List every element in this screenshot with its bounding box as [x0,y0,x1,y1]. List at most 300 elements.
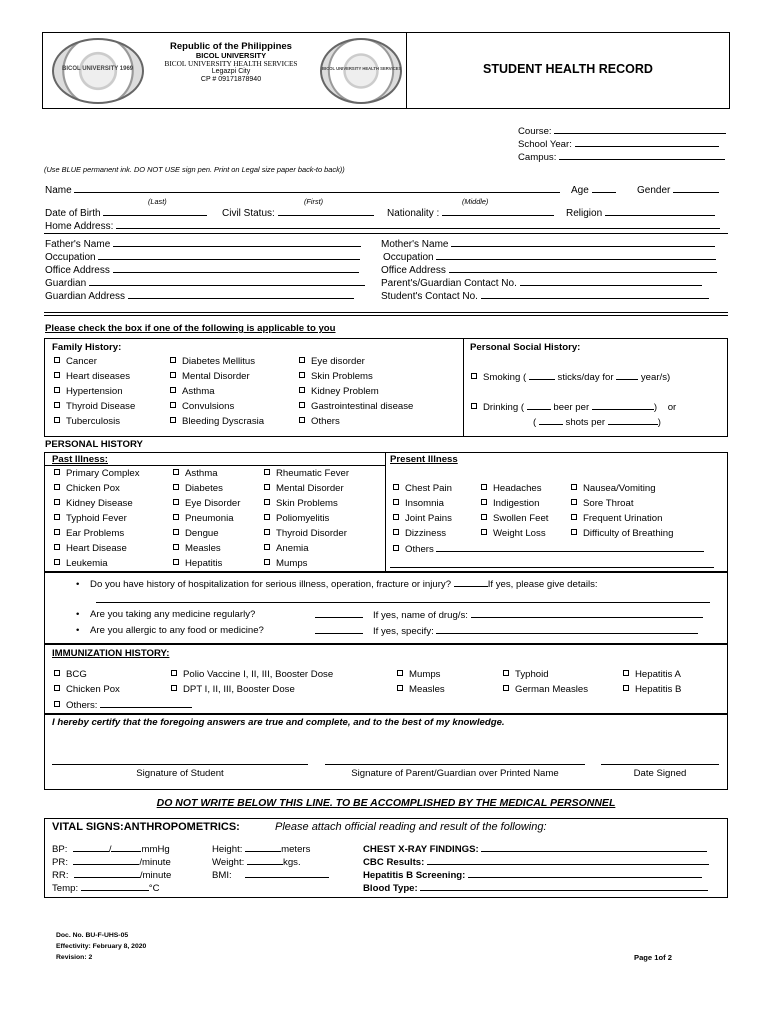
family-history-label: Heart diseases [66,371,130,382]
past-illness-checkbox[interactable] [173,469,179,475]
past-illness-checkbox[interactable] [54,559,60,565]
past-illness-checkbox[interactable] [173,514,179,520]
present-illness-label: Swollen Feet [493,513,549,524]
civil-status-field[interactable] [222,207,374,219]
past-illness-rule [44,465,385,466]
family-history-checkbox[interactable] [299,357,305,363]
smoking-option[interactable] [471,371,670,383]
present-illness-option[interactable] [481,513,548,524]
family-history-title: Family History: [52,342,122,353]
drinking-option[interactable] [471,401,676,413]
guardian-address-label: Guardian Address [45,291,126,302]
past-illness-label: Leukemia [66,558,108,569]
do-not-write-notice: DO NOT WRITE BELOW THIS LINE. TO BE ACCOMPLISHED BY THE MEDICAL PERSONNEL [156,797,616,809]
past-illness-label: Diabetes [185,483,223,494]
past-illness-checkbox[interactable] [264,544,270,550]
immunization-others-option[interactable] [54,699,192,711]
hepb-label: Hepatitis B Screening: [363,870,466,881]
past-illness-option[interactable] [264,543,309,554]
present-illness-checkbox[interactable] [571,529,577,535]
past-illness-checkbox[interactable] [54,469,60,475]
family-history-label: Thyroid Disease [66,401,136,412]
present-illness-label: Sore Throat [583,498,634,509]
smoking-label-b: sticks/day for [557,372,614,383]
immunization-option[interactable] [397,684,445,695]
present-illness-checkbox[interactable] [393,499,399,505]
family-history-option[interactable] [54,401,135,412]
family-history-checkbox[interactable] [54,387,60,393]
past-illness-label: Measles [185,543,221,554]
student-contact-label: Student's Contact No. [381,291,478,302]
past-present-divider [385,452,386,572]
family-history-option[interactable] [299,356,365,367]
temp-unit: °C [148,883,160,894]
present-illness-option[interactable] [571,498,633,509]
present-illness-option[interactable] [571,513,662,524]
immunization-checkbox[interactable] [54,685,60,691]
past-illness-option[interactable] [54,528,124,539]
immunization-label: Typhoid [515,669,549,680]
present-illness-label: Nausea/Vomiting [583,483,656,494]
religion-field[interactable] [566,207,715,219]
past-illness-checkbox[interactable] [54,529,60,535]
shots-label-a: ( [533,417,537,428]
past-illness-option[interactable] [54,498,133,509]
family-history-option[interactable] [170,416,264,427]
present-illness-option[interactable] [393,513,452,524]
religion-label: Religion [566,208,603,219]
rr-label: RR: [52,870,69,881]
vital-signs-title: VITAL SIGNS:ANTHROPOMETRICS: [52,821,240,833]
past-illness-checkbox[interactable] [173,484,179,490]
present-illness-option[interactable] [393,528,446,539]
family-history-label: Convulsions [182,401,235,412]
guardian-address-field[interactable] [45,290,354,302]
family-history-checkbox[interactable] [170,402,176,408]
past-illness-option[interactable] [54,558,108,569]
past-illness-label: Chicken Pox [66,483,120,494]
present-illness-checkbox[interactable] [393,514,399,520]
dob-field[interactable] [45,207,207,219]
family-history-label: Kidney Problem [311,386,379,397]
dob-label: Date of Birth [45,208,101,219]
age-field[interactable] [571,184,616,196]
family-history-checkbox[interactable] [299,402,305,408]
past-illness-checkbox[interactable] [264,529,270,535]
present-illness-label: Joint Pains [405,513,452,524]
family-history-label: Tuberculosis [66,416,121,427]
present-illness-title: Present Illness [390,454,458,465]
family-history-label: Asthma [182,386,215,397]
height-field[interactable] [212,843,310,855]
name-field[interactable] [45,184,560,196]
gender-label: Gender [637,185,671,196]
immunization-label: Polio Vaccine I, II, III, Booster Dose [183,669,334,680]
occupation-left-field[interactable] [45,251,360,263]
pr-unit: /minute [139,857,171,868]
home-address-field[interactable] [45,220,720,232]
mother-field[interactable] [381,238,715,250]
past-illness-option[interactable] [264,558,307,569]
family-history-option[interactable] [54,371,130,382]
mother-label: Mother's Name [381,239,449,250]
gender-field[interactable] [637,184,719,196]
family-history-checkbox[interactable] [54,417,60,423]
check-heading: Please check the box if one of the following is applicable to you [45,323,336,334]
past-illness-label: Rheumatic Fever [276,468,350,479]
present-illness-option[interactable] [571,483,656,494]
past-illness-option[interactable] [264,498,338,509]
past-illness-option[interactable] [264,483,344,494]
present-illness-checkbox[interactable] [571,514,577,520]
present-others-label: Others [405,544,434,555]
family-history-option[interactable] [299,401,413,412]
vital-attach-note: Please attach official reading and result of the following: [275,821,547,833]
past-illness-option[interactable] [173,513,234,524]
smoking-checkbox[interactable] [471,373,477,379]
immunization-label: German Measles [515,684,589,695]
medicine-question[interactable]: • Are you taking any medicine regularly? [76,609,256,620]
immunization-label: Hepatitis A [635,669,681,680]
family-history-label: Hypertension [66,386,123,397]
past-illness-option[interactable] [173,498,240,509]
q1-if: If yes, please give details: [487,579,598,590]
past-illness-label: Mental Disorder [276,483,344,494]
present-illness-option[interactable] [571,528,673,539]
family-history-label: Cancer [66,356,97,367]
family-history-checkbox[interactable] [299,387,305,393]
age-label: Age [571,185,589,196]
cbc-field[interactable] [363,856,709,868]
parent-signature-label: Signature of Parent/Guardian over Printed Name [351,768,559,779]
present-illness-checkbox[interactable] [481,484,487,490]
past-illness-option[interactable] [264,468,349,479]
present-illness-option[interactable] [393,498,444,509]
immunization-option[interactable] [397,669,440,680]
shots-option[interactable] [533,416,661,428]
q1-text: Do you have history of hospitalization for serious illness, operation, fracture or injury? [90,579,452,590]
middle-caption: (Middle) [462,197,489,206]
present-illness-label: Dizziness [405,528,447,539]
allergy-if-yes[interactable] [373,625,698,637]
immunization-checkbox[interactable] [503,670,509,676]
family-history-option[interactable] [170,371,250,382]
past-illness-label: Asthma [185,468,218,479]
immunization-checkbox[interactable] [397,670,403,676]
office-left-field[interactable] [45,264,359,276]
double-rule-top [44,312,728,313]
cbc-label: CBC Results: [363,857,425,868]
present-illness-checkbox[interactable] [571,499,577,505]
form-title: STUDENT HEALTH RECORD [483,62,653,76]
weight-unit: kgs. [283,857,301,868]
bp-unit: mmHg [141,844,170,855]
immunization-option[interactable] [503,669,549,680]
family-history-option[interactable] [170,401,234,412]
doc-number: Doc. No. BU-F-UHS-05 [56,932,129,939]
present-illness-label: Weight Loss [493,528,546,539]
blood-type-label: Blood Type: [363,883,418,894]
immunization-checkbox[interactable] [503,685,509,691]
pr-label: PR: [52,857,68,868]
immunization-checkbox[interactable] [171,685,177,691]
rr-unit: /minute [139,870,172,881]
family-history-option[interactable] [54,386,123,397]
present-illness-option[interactable] [481,483,542,494]
past-illness-checkbox[interactable] [54,484,60,490]
course-label: Course: [518,126,552,137]
header-republic: Republic of the Philippines [170,41,292,52]
past-illness-option[interactable] [173,543,221,554]
bmi-field[interactable] [212,869,329,881]
family-history-option[interactable] [54,356,97,367]
present-illness-option[interactable] [481,528,546,539]
present-others-checkbox[interactable] [393,545,399,551]
past-illness-option[interactable] [173,558,222,569]
blood-type-field[interactable] [363,882,708,894]
campus-field[interactable] [518,151,725,163]
header-service: BICOL UNIVERSITY HEALTH SERVICES [164,59,298,68]
bp-slash: / [108,844,112,855]
family-history-checkbox[interactable] [54,357,60,363]
first-caption: (First) [304,197,324,206]
drinking-label-c: ) [653,402,658,413]
father-label: Father's Name [45,239,111,250]
immunization-option[interactable] [503,684,588,695]
immunization-checkbox[interactable] [623,685,629,691]
guardian-label: Guardian [45,278,87,289]
q2-text: Are you taking any medicine regularly? [90,609,256,620]
past-illness-label: Eye Disorder [185,498,241,509]
drinking-or: or [667,402,677,413]
family-social-divider [463,338,464,437]
past-illness-label: Mumps [276,558,308,569]
present-illness-checkbox[interactable] [481,514,487,520]
past-illness-option[interactable] [264,528,347,539]
past-illness-option[interactable] [173,468,218,479]
family-history-label: Skin Problems [311,371,373,382]
shots-label-c: ) [657,417,661,428]
present-illness-checkbox[interactable] [393,484,399,490]
allergy-question[interactable]: • Are you allergic to any food or medicine? [76,625,264,636]
past-illness-option[interactable] [173,483,223,494]
past-illness-label: Anemia [276,543,309,554]
immunization-label: DPT I, II, III, Booster Dose [183,684,295,695]
student-signature-label: Signature of Student [136,768,224,779]
header-university: BICOL UNIVERSITY [195,51,267,60]
immunization-option[interactable] [54,669,87,680]
present-illness-option[interactable] [393,483,452,494]
last-caption: (Last) [148,197,167,206]
past-illness-checkbox[interactable] [173,559,179,565]
family-history-option[interactable] [170,356,255,367]
temp-field[interactable] [52,882,160,894]
pr-field[interactable] [52,856,171,868]
q2-if: If yes, name of drug/s: [373,610,468,621]
campus-label: Campus: [518,152,557,163]
past-illness-checkbox[interactable] [173,499,179,505]
past-illness-checkbox[interactable] [173,529,179,535]
immunization-others-checkbox[interactable] [54,701,60,707]
past-illness-checkbox[interactable] [264,559,270,565]
past-illness-checkbox[interactable] [54,499,60,505]
school-year-field[interactable] [518,138,719,150]
weight-field[interactable] [212,856,301,868]
past-illness-label: Skin Problems [276,498,338,509]
rr-field[interactable] [52,869,171,881]
present-others-extra-line[interactable] [390,567,714,568]
smoking-label-a: Smoking ( [483,372,527,383]
past-illness-label: Thyroid Disorder [276,528,347,539]
effectivity: Effectivity: February 8, 2020 [56,943,147,950]
course-field[interactable] [518,125,726,137]
family-history-option[interactable] [54,416,120,427]
immunization-checkbox[interactable] [623,670,629,676]
student-contact-field[interactable] [381,290,709,302]
present-illness-checkbox[interactable] [393,529,399,535]
present-illness-label: Chest Pain [405,483,452,494]
health-services-seal-right [320,38,402,104]
past-illness-checkbox[interactable] [173,544,179,550]
xray-field[interactable] [363,843,707,855]
past-illness-label: Dengue [185,528,219,539]
q3-text: Are you allergic to any food or medicine? [90,625,264,636]
family-history-checkbox[interactable] [170,372,176,378]
family-history-option[interactable] [299,416,340,427]
past-illness-option[interactable] [54,483,120,494]
student-signature-line[interactable] [52,764,308,765]
past-illness-checkbox[interactable] [264,484,270,490]
immunization-label: Hepatitis B [635,684,682,695]
father-field[interactable] [45,238,361,250]
past-illness-label: Pneumonia [185,513,234,524]
past-illness-title: Past Illness: [52,454,108,465]
family-history-option[interactable] [170,386,215,397]
immunization-label: Mumps [409,669,441,680]
immunization-option[interactable] [623,669,681,680]
medicine-answer-line[interactable] [315,609,363,621]
allergy-answer-line[interactable] [315,625,363,637]
bp-field[interactable] [52,843,170,855]
past-illness-label: Ear Problems [66,528,125,539]
drinking-checkbox[interactable] [471,403,477,409]
immunization-checkbox[interactable] [171,670,177,676]
double-rule-bottom [44,315,728,316]
present-illness-label: Frequent Urination [583,513,663,524]
family-history-checkbox[interactable] [170,357,176,363]
past-illness-option[interactable] [54,468,140,479]
school-year-label: School Year: [518,139,572,150]
page-number: Page 1of 2 [634,953,672,962]
guardian-field[interactable] [45,277,365,289]
immunization-checkbox[interactable] [397,685,403,691]
name-label: Name [45,185,72,196]
past-illness-label: Poliomyelitis [276,513,330,524]
immunization-others-label: Others: [66,700,98,711]
immunization-label: Chicken Pox [66,684,120,695]
past-illness-label: Heart Disease [66,543,127,554]
past-illness-checkbox[interactable] [264,469,270,475]
immunization-option[interactable] [171,684,295,695]
guardian-contact-field[interactable] [381,277,702,289]
home-address-label: Home Address: [45,221,114,232]
past-illness-option[interactable] [54,513,127,524]
past-illness-checkbox[interactable] [264,514,270,520]
office-right-label: Office Address [381,265,446,276]
immunization-label: BCG [66,669,87,680]
past-illness-checkbox[interactable] [54,514,60,520]
immunization-checkbox[interactable] [54,670,60,676]
occupation-right-label: Occupation [383,252,434,263]
parent-signature-line[interactable] [325,764,585,765]
medicine-if-yes[interactable] [373,609,703,621]
date-signed-line[interactable] [601,764,719,765]
present-illness-label: Indigestion [493,498,540,509]
bmi-label: BMI: [212,870,232,881]
q1-detail-line[interactable] [96,602,710,603]
family-history-checkbox[interactable] [54,372,60,378]
family-history-checkbox[interactable] [299,417,305,423]
smoking-label-c: year/s) [640,372,671,383]
immunization-label: Measles [409,684,445,695]
present-others-option[interactable] [393,543,704,555]
family-history-checkbox[interactable] [170,417,176,423]
past-illness-label: Primary Complex [66,468,140,479]
hospitalization-question[interactable]: • Do you have history of hospitalization for serious illness, operation, fracture or injury? If yes, please give details: [76,579,598,590]
present-illness-option[interactable] [481,498,539,509]
occupation-left-label: Occupation [45,252,96,263]
nationality-label: Nationality : [387,208,440,219]
present-illness-checkbox[interactable] [481,529,487,535]
revision: Revision: 2 [56,954,93,961]
present-illness-checkbox[interactable] [481,499,487,505]
immunization-option[interactable] [54,684,120,695]
office-right-field[interactable] [381,264,717,276]
family-history-option[interactable] [299,371,373,382]
immunization-option[interactable] [171,669,333,680]
nationality-field[interactable] [387,207,554,219]
present-illness-label: Difficulty of Breathing [583,528,674,539]
family-history-option[interactable] [299,386,379,397]
occupation-right-field[interactable] [383,251,716,263]
immunization-option[interactable] [623,684,681,695]
xray-label: CHEST X-RAY FINDINGS: [363,844,479,855]
family-history-checkbox[interactable] [170,387,176,393]
family-history-label: Bleeding Dyscrasia [182,416,265,427]
hepb-field[interactable] [363,869,702,881]
past-illness-option[interactable] [264,513,329,524]
height-unit: meters [281,844,311,855]
office-left-label: Office Address [45,265,110,276]
past-illness-checkbox[interactable] [54,544,60,550]
family-history-label: Mental Disorder [182,371,250,382]
date-signed-label: Date Signed [633,768,687,779]
past-illness-option[interactable] [54,543,127,554]
past-illness-label: Hepatitis [185,558,223,569]
family-history-label: Others [311,416,340,427]
family-history-label: Eye disorder [311,356,365,367]
past-illness-option[interactable] [173,528,219,539]
personal-history-label: PERSONAL HISTORY [45,439,143,450]
family-history-label: Diabetes Mellitus [182,356,256,367]
section-divider [44,233,728,234]
past-illness-label: Typhoid Fever [66,513,127,524]
family-history-checkbox[interactable] [299,372,305,378]
past-illness-checkbox[interactable] [264,499,270,505]
present-illness-checkbox[interactable] [571,484,577,490]
family-history-checkbox[interactable] [54,402,60,408]
height-label: Height: [212,844,243,855]
